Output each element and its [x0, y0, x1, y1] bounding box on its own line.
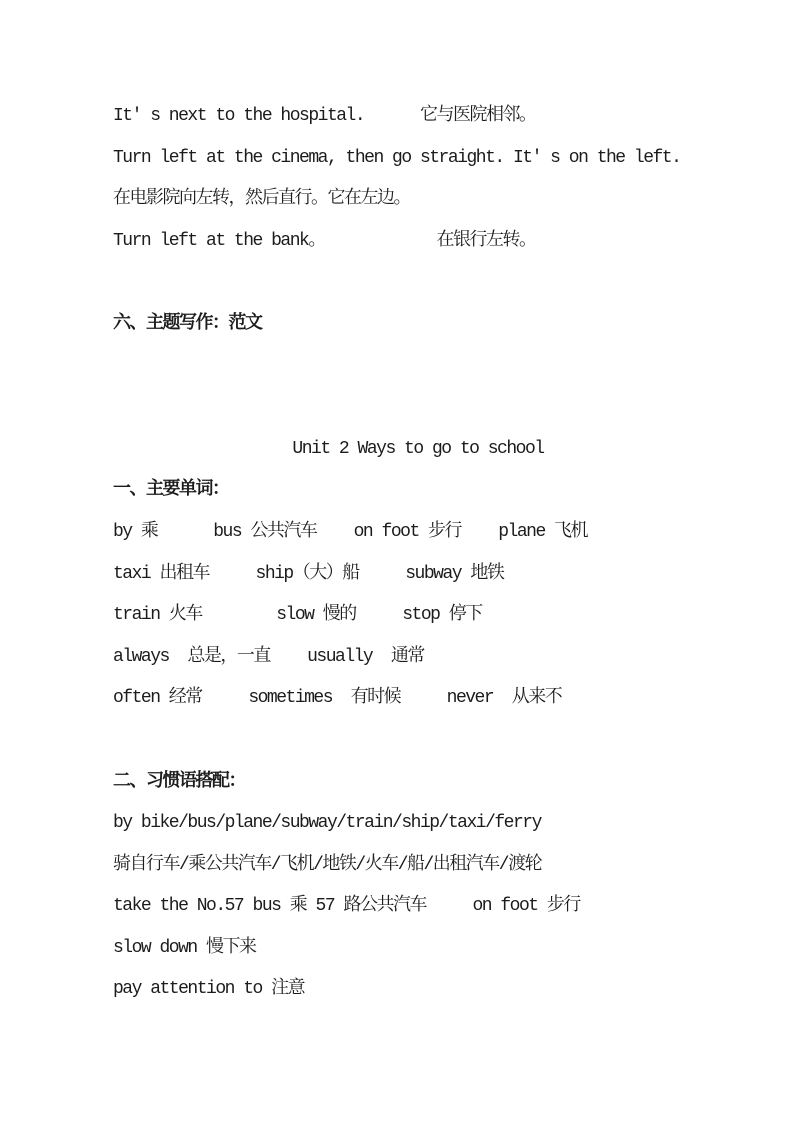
vocab-line: taxi 出租车 ship（大）船 subway 地铁	[113, 563, 504, 584]
unit-title: Unit 2 Ways to go to school	[292, 438, 544, 459]
sentence-cinema: Turn left at the cinema, then go straight. It' s on the left.	[113, 147, 681, 168]
vocab-line: often 经常 sometimes 有时候 never 从来不	[113, 688, 562, 709]
phrase-line: 骑自行车/乘公共汽车/飞机/地铁/火车/船/出租汽车/渡轮	[113, 854, 542, 875]
sentence-hospital: It' s next to the hospital. 它与医院相邻。	[113, 106, 536, 126]
section-heading-phrases: 二、习惯语搭配：	[113, 771, 245, 792]
vocab-line: train 火车 slow 慢的 stop 停下	[113, 605, 482, 626]
section-heading-words: 一、主要单词：	[113, 480, 229, 501]
blank-line	[113, 387, 723, 429]
phrase-line: by bike/bus/plane/subway/train/ship/taxi/ferry	[113, 813, 541, 834]
blank-line	[113, 720, 723, 762]
section-heading-writing: 六、主题写作：范文	[113, 313, 262, 334]
sentence-bank: Turn left at the bank。 在银行左转。	[113, 230, 536, 251]
vocab-line: always 总是，一直 usually 通常	[113, 646, 424, 667]
vocab-line: by 乘 bus 公共汽车 on foot 步行 plane 飞机	[113, 521, 588, 542]
phrase-line: take the No.57 bus 乘 57 路公共汽车 on foot 步行	[113, 896, 580, 917]
blank-line	[113, 262, 723, 304]
blank-line	[113, 346, 723, 388]
sentence-cinema-translation: 在电影院向左转，然后直行。它在左边。	[113, 189, 410, 210]
phrase-line: slow down 慢下来	[113, 937, 256, 958]
phrase-line: pay attention to 注意	[113, 979, 305, 1000]
